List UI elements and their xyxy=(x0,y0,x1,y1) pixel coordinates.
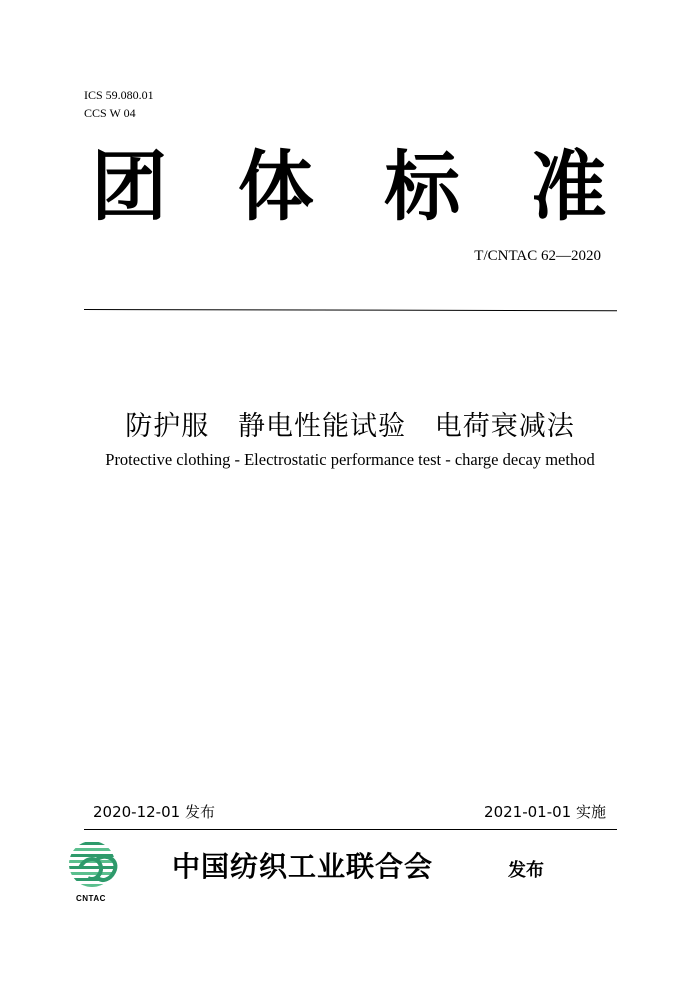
publisher-name: 中国纺织工业联合会 xyxy=(172,850,434,883)
logo-text: CNTAC xyxy=(76,894,106,903)
standard-type-title: 团 体 标 准 xyxy=(91,142,629,231)
ccs-code: CCS W 04 xyxy=(84,106,136,120)
issue-date: 2020-12-01 发布 xyxy=(93,803,215,821)
cntac-logo-icon xyxy=(66,838,122,902)
bottom-divider xyxy=(84,829,617,830)
top-divider xyxy=(84,309,617,311)
ics-code: ICS 59.080.01 xyxy=(84,88,154,102)
chinese-title: 防护服 静电性能试验 电荷衰减法 xyxy=(125,411,575,442)
classification-codes xyxy=(84,86,154,122)
standard-number: T/CNTAC 62—2020 xyxy=(474,248,601,264)
publish-label: 发布 xyxy=(508,860,544,881)
english-title: Protective clothing - Electrostatic performance test - charge decay method xyxy=(105,450,595,469)
implementation-date: 2021-01-01 实施 xyxy=(484,803,606,821)
